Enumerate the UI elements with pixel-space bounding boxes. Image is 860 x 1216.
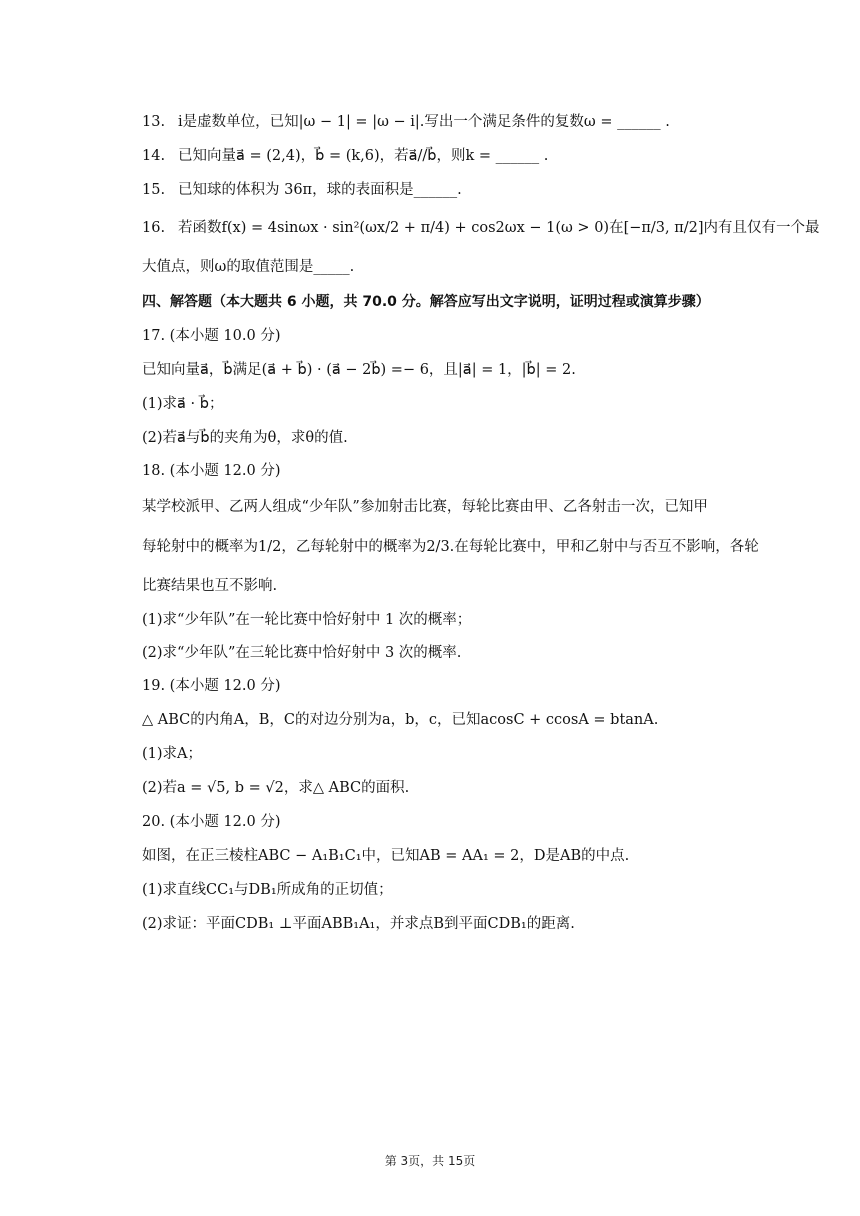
question-number: 16. bbox=[142, 220, 166, 236]
q18-stem-3: 比赛结果也互不影响. bbox=[142, 578, 278, 594]
question-text: 若函数f(x) = 4sinωx · sin²(ωx/2 + π/4) + cos2ωx − 1(ω > 0)在[−π/3, π/2]内有且仅有一个最 bbox=[178, 220, 820, 236]
q18-stem-2: 每轮射中的概率为1/2，乙每轮射中的概率为2/3.在每轮比赛中，甲和乙射中与否互不影响，各轮 bbox=[142, 539, 759, 555]
question-number: 15. bbox=[142, 182, 166, 198]
question-text: 已知向量a⃗ = (2,4)，b⃗ = (k,6)，若a⃗//b⃗，则k = ______ . bbox=[178, 148, 549, 164]
question-13 bbox=[142, 112, 670, 132]
question-number: 13. bbox=[142, 114, 166, 130]
q18-stem-1: 某学校派甲、乙两人组成“少年队”参加射击比赛，每轮比赛由甲、乙各射击一次，已知甲 bbox=[142, 499, 708, 515]
q20-part-2: (2)求证：平面CDB₁ ⊥平面ABB₁A₁，并求点B到平面CDB₁的距离. bbox=[142, 916, 575, 932]
q20-title: 20. (本小题 12.0 分) bbox=[142, 814, 281, 830]
q17-title: 17. (本小题 10.0 分) bbox=[142, 328, 281, 344]
q17-stem: 已知向量a⃗，b⃗满足(a⃗ + b⃗) · (a⃗ − 2b⃗) =− 6，且|a⃗| = 1，|b⃗| = 2. bbox=[142, 362, 576, 378]
q17-part-1: (1)求a⃗ · b⃗； bbox=[142, 396, 224, 412]
question-16 bbox=[142, 218, 820, 238]
q18-part-1: (1)求“少年队”在一轮比赛中恰好射中 1 次的概率； bbox=[142, 612, 472, 628]
q20-stem: 如图，在正三棱柱ABC − A₁B₁C₁中，已知AB = AA₁ = 2，D是AB的中点. bbox=[142, 848, 630, 864]
question-15 bbox=[142, 180, 462, 200]
question-text: i是虚数单位，已知|ω − 1| = |ω − i|.写出一个满足条件的复数ω = ______ . bbox=[178, 114, 670, 130]
q18-part-2: (2)求“少年队”在三轮比赛中恰好射中 3 次的概率. bbox=[142, 645, 462, 661]
section-heading: 四、解答题（本大题共 6 小题，共 70.0 分。解答应写出文字说明，证明过程或演算步骤） bbox=[142, 294, 710, 310]
q19-part-1: (1)求A； bbox=[142, 746, 203, 762]
q19-stem: △ ABC的内角A，B，C的对边分别为a，b，c，已知acosC + ccosA = btanA. bbox=[142, 712, 659, 728]
question-16-continued bbox=[142, 257, 354, 277]
q19-title: 19. (本小题 12.0 分) bbox=[142, 678, 281, 694]
question-number: 14. bbox=[142, 148, 166, 164]
q17-part-2: (2)若a⃗与b⃗的夹角为θ，求θ的值. bbox=[142, 430, 348, 446]
question-text: 大值点，则ω的取值范围是_____. bbox=[142, 259, 355, 275]
q18-title: 18. (本小题 12.0 分) bbox=[142, 463, 281, 479]
question-14 bbox=[142, 146, 548, 166]
question-text: 已知球的体积为 36π，球的表面积是______. bbox=[178, 182, 462, 198]
page-footer: 第 3页，共 15页 bbox=[384, 1154, 476, 1168]
q19-part-2: (2)若a = √5, b = √2，求△ ABC的面积. bbox=[142, 780, 410, 796]
q20-part-1: (1)求直线CC₁与DB₁所成角的正切值； bbox=[142, 882, 393, 898]
